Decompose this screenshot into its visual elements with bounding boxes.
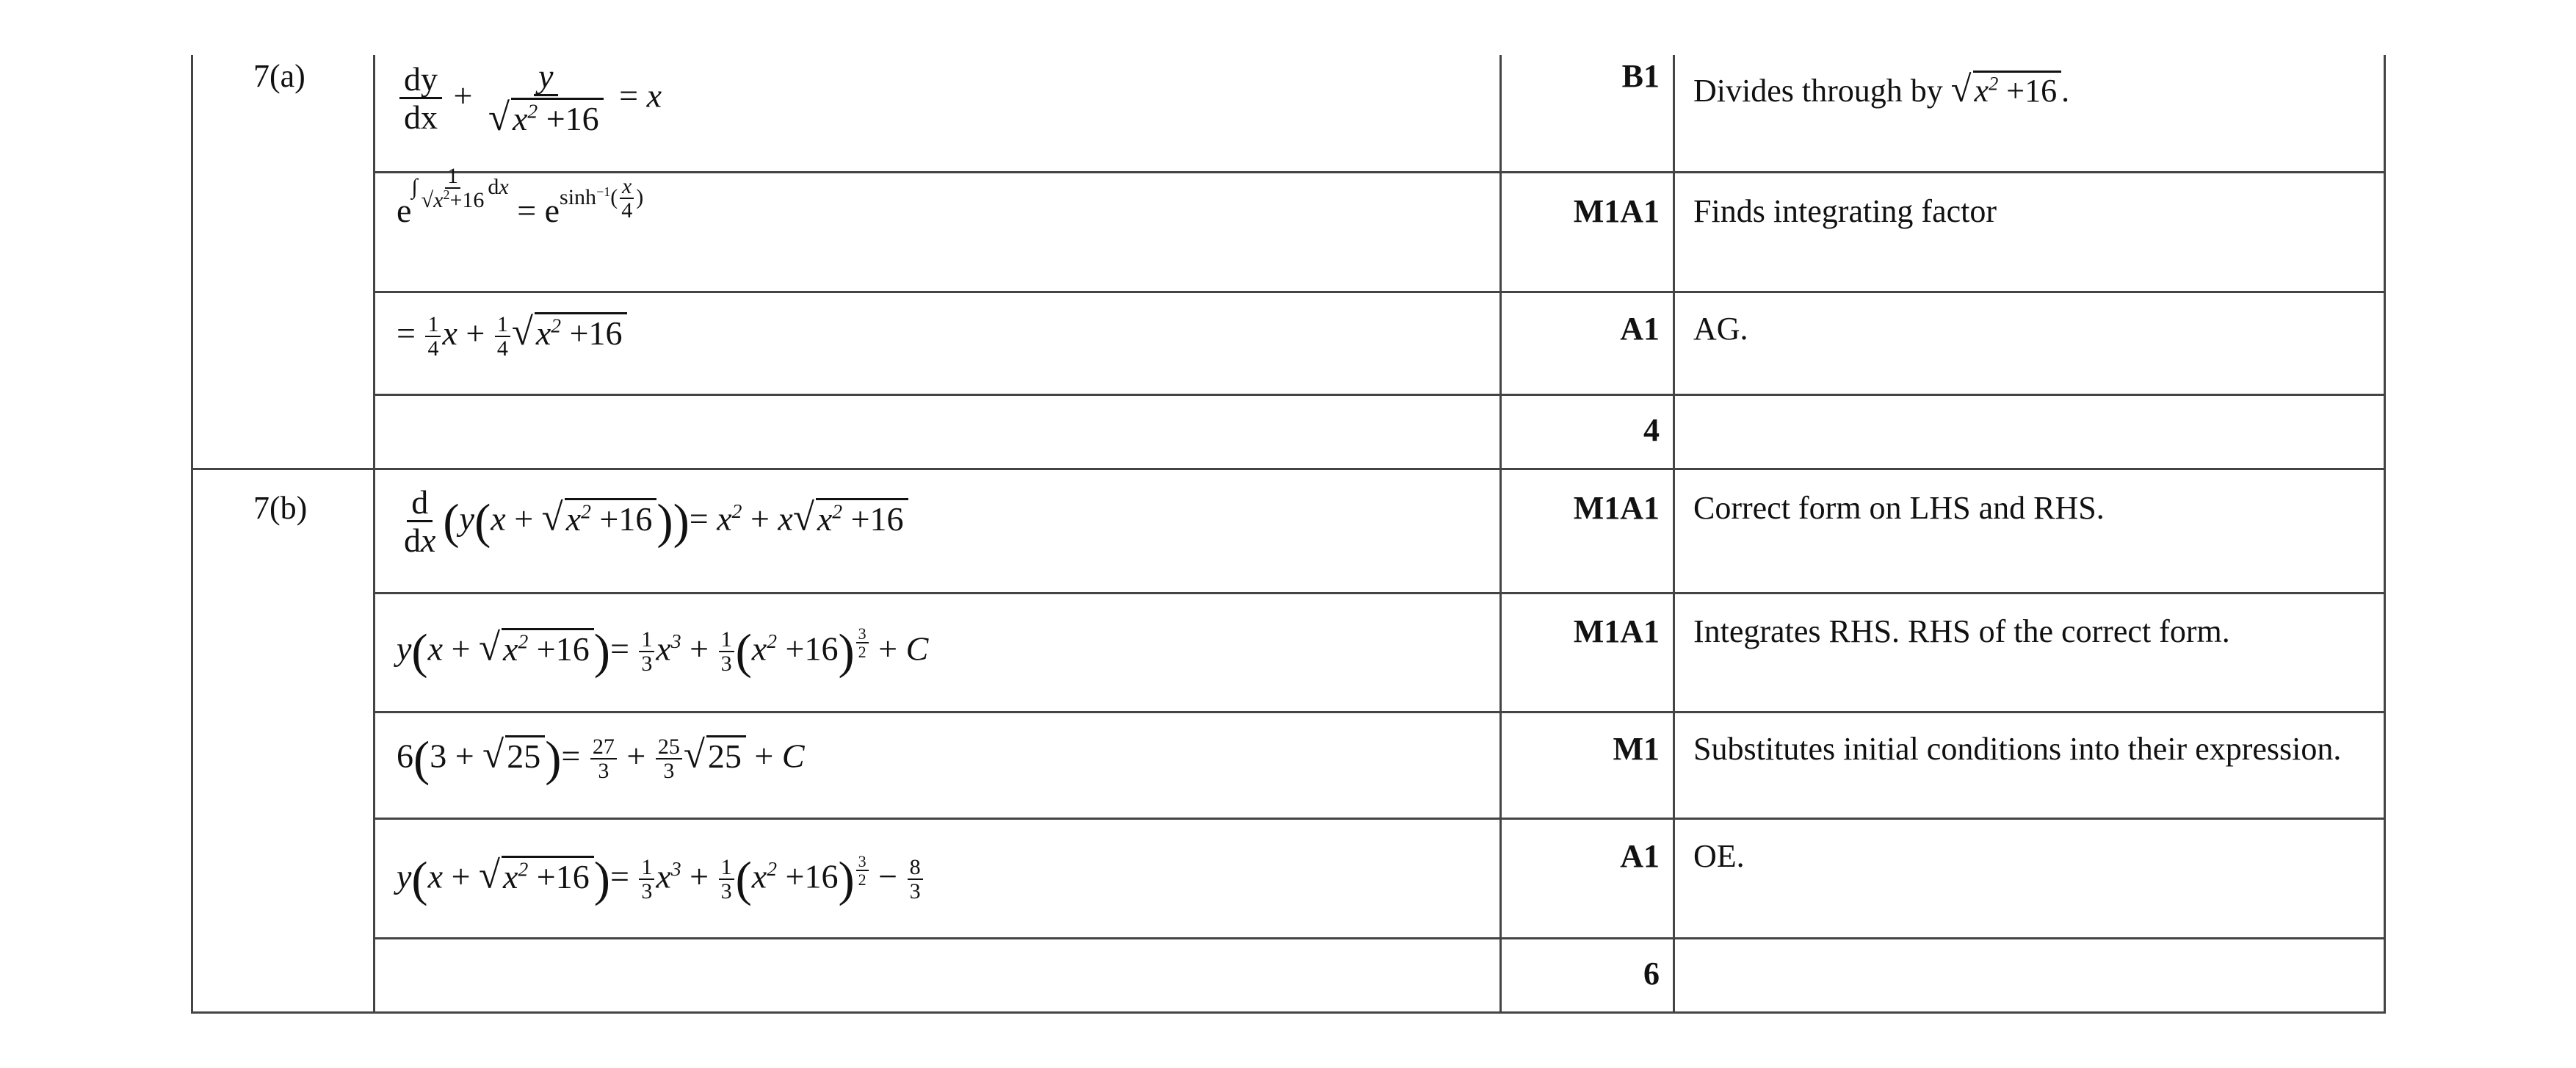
row-divider xyxy=(373,291,2386,293)
row-divider xyxy=(373,937,2386,939)
comment-7a-1: Divides through by $√x^2 +16$ . xyxy=(1693,68,2070,109)
answer-7b-line3: 6(3 + √25)= $\frac{27}{3}$ + $\frac{25}{3}$ √25 + C xyxy=(397,732,805,786)
answer-7b-line4: $y(x + √x^2 +16)=$ $\frac{1}{3}$ $x^3$ + $\frac{1}{3}$ $(x^2 +16)$ $^{\frac{3}{2}}$ − $\frac{8}{3}$ xyxy=(397,852,925,908)
column-divider-question xyxy=(373,55,375,1014)
mark-code: B1 xyxy=(1621,58,1660,94)
mark-code: M1 xyxy=(1613,731,1660,767)
table-border-bottom xyxy=(191,1011,2386,1014)
mark-code: A1 xyxy=(1620,311,1660,347)
row-divider xyxy=(373,592,2386,594)
comment-7b-2: Integrates RHS. RHS of the correct form. xyxy=(1693,613,2230,649)
row-divider xyxy=(373,171,2386,173)
mark-code: M1A1 xyxy=(1573,613,1660,649)
column-divider-answer xyxy=(1499,55,1502,1014)
answer-7b-line1: $\frac{d}{dx}$ $(y(x + √x^2 +16))= x^2 + x√x^2 +16$ xyxy=(397,485,908,560)
total-marks: 6 xyxy=(1643,956,1660,992)
comment-7b-1: Correct form on LHS and RHS. xyxy=(1693,490,2105,526)
comment-7a-2: Finds integrating factor xyxy=(1693,193,1997,229)
comment-7a-3: AG. xyxy=(1693,311,1748,347)
answer-7a-line1: $\frac{dy}{dx}$ + $\frac{y}{√x^2 +16}$ = x xyxy=(397,59,662,139)
question-label: 7(a) xyxy=(253,58,305,94)
comment-7b-3: Substitutes initial conditions into their expression. xyxy=(1693,731,2342,767)
column-divider-marks xyxy=(1673,55,1675,1014)
row-divider xyxy=(373,818,2386,820)
table-border-right xyxy=(2384,55,2386,1014)
mark-code: M1A1 xyxy=(1573,490,1660,526)
comment-7b-4: OE. xyxy=(1693,838,1745,874)
total-marks: 4 xyxy=(1643,412,1660,448)
mark-code: M1A1 xyxy=(1573,193,1660,229)
question-divider xyxy=(191,468,2386,470)
answer-7b-line2: $y(x + √x^2 +16)=$ $\frac{1}{3}$ $x^3$ + $\frac{1}{3}$ $(x^2 +16)$ $^{\frac{3}{2}}$ + C xyxy=(397,624,929,679)
answer-7a-line3: = $\frac{1}{4}$ x + $\frac{1}{4}$ $√x^2 +16$ xyxy=(397,310,627,360)
row-divider xyxy=(373,711,2386,713)
table-border-left xyxy=(191,55,193,1014)
answer-7a-line2: $e^{\int \frac{1}{√x^2+16} dx} = e^{sinh^{-1}( \frac{x}{4} )}$ xyxy=(397,164,644,229)
question-label: 7(b) xyxy=(253,490,308,526)
row-divider xyxy=(373,394,2386,396)
mark-code: A1 xyxy=(1620,838,1660,874)
